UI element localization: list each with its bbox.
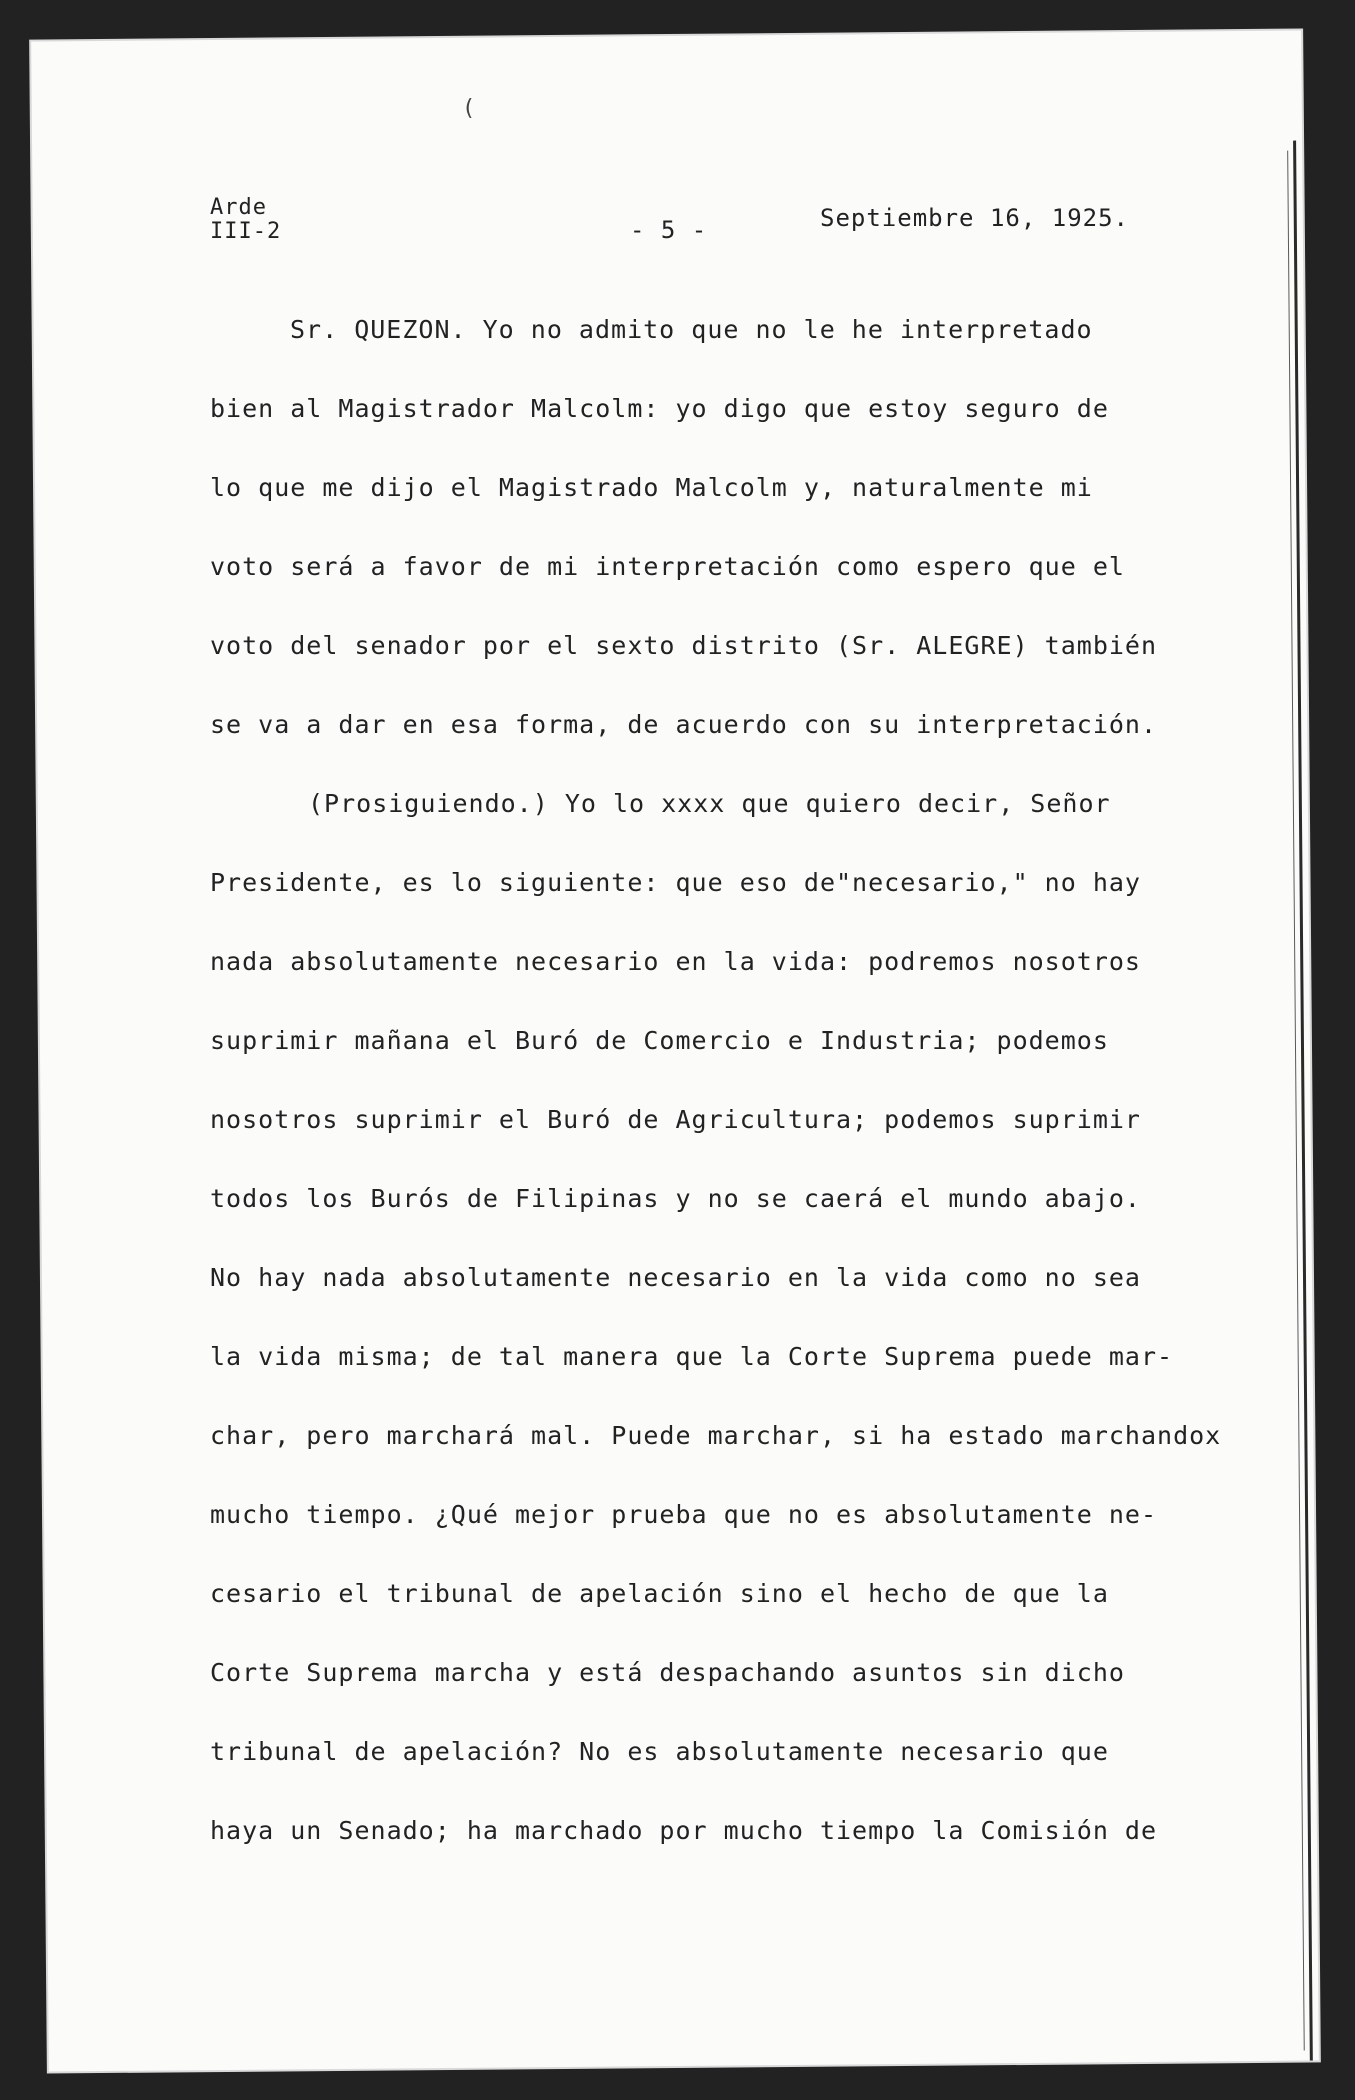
text-line: se va a dar en esa forma, de acuerdo con su interpretación. <box>210 710 1158 739</box>
text-line: voto del senador por el sexto distrito (Sr. ALEGRE) también <box>210 631 1158 660</box>
ink-mark: ( <box>462 96 476 121</box>
text-line: voto será a favor de mi interpretación como espero que el <box>210 552 1125 581</box>
text-line: Sr. QUEZON. Yo no admito que no le he interpretado <box>290 315 1093 344</box>
text-line: todos los Burós de Filipinas y no se caerá el mundo abajo. <box>210 1184 1141 1213</box>
text-line: haya un Senado; ha marchado por mucho tiempo la Comisión de <box>210 1816 1158 1845</box>
text-line: cesario el tribunal de apelación sino el hecho de que la <box>210 1579 1109 1608</box>
text-line: tribunal de apelación? No es absolutamente necesario que <box>210 1737 1109 1766</box>
text-line: bien al Magistrador Malcolm: yo digo que estoy seguro de <box>210 394 1109 423</box>
text-line: char, pero marchará mal. Puede marchar, si ha estado marchandox <box>210 1421 1222 1450</box>
text-line: suprimir mañana el Buró de Comercio e Industria; podemos <box>210 1026 1109 1055</box>
text-line: (Prosiguiendo.) Yo lo xxxx que quiero decir, Señor <box>308 789 1111 818</box>
document-code-line2: III-2 <box>210 219 282 244</box>
text-line: lo que me dijo el Magistrado Malcolm y, naturalmente mi <box>210 473 1093 502</box>
page-number: - 5 - <box>630 216 708 244</box>
document-date: Septiembre 16, 1925. <box>820 204 1129 232</box>
text-line: nada absolutamente necesario en la vida: podremos nosotros <box>210 947 1141 976</box>
document-body <box>210 290 1222 1870</box>
text-line: No hay nada absolutamente necesario en la vida como no sea <box>210 1263 1141 1292</box>
text-line: mucho tiempo. ¿Qué mejor prueba que no es absolutamente ne- <box>210 1500 1158 1529</box>
document-code <box>210 196 281 244</box>
document-code-line1: Arde <box>210 195 267 220</box>
text-line: nosotros suprimir el Buró de Agricultura; podemos suprimir <box>210 1105 1141 1134</box>
text-line: la vida misma; de tal manera que la Corte Suprema puede mar- <box>210 1342 1174 1371</box>
text-line: Corte Suprema marcha y está despachando asuntos sin dicho <box>210 1658 1125 1687</box>
text-line: Presidente, es lo siguiente: que eso de"necesario," no hay <box>210 868 1141 897</box>
